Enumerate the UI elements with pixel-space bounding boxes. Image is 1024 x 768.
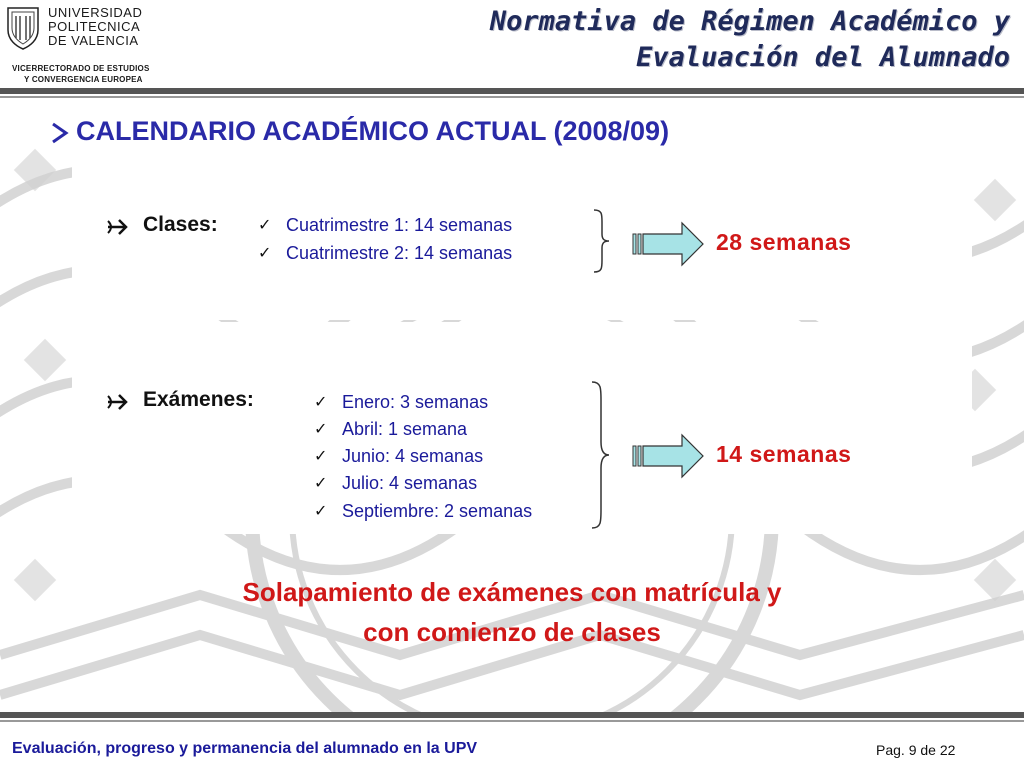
header-title-line-2: Evaluación del Alumnado — [636, 42, 1010, 73]
examenes-item: Julio: 4 semanas — [342, 473, 478, 493]
clases-item: Cuatrimestre 1: 14 semanas — [286, 215, 513, 235]
arrow-bullet-icon — [50, 121, 70, 145]
conclusion-line-2: con comienzo de clases — [363, 617, 661, 647]
right-brace-icon — [592, 208, 612, 274]
logo-line-1: UNIVERSIDAD — [48, 5, 143, 20]
arrow-right-icon — [106, 217, 130, 237]
clases-item: Cuatrimestre 2: 14 semanas — [286, 243, 513, 263]
logo-sub-line-2: Y CONVERGENCIA EUROPEA — [24, 75, 143, 84]
footer-divider-thin — [0, 720, 1024, 722]
logo-line-2: POLITECNICA — [48, 19, 141, 34]
header-divider-thin — [0, 96, 1024, 98]
clases-label: Clases: — [143, 213, 218, 236]
conclusion-text — [0, 572, 1024, 652]
arrow-right-icon — [106, 392, 130, 412]
checkmark-icon: ✓ — [258, 217, 272, 234]
checkmark-icon: ✓ — [258, 245, 272, 262]
block-arrow-icon — [632, 432, 706, 480]
examenes-item: Junio: 4 semanas — [342, 446, 484, 466]
examenes-result: 14 semanas — [716, 441, 852, 467]
examenes-item: Abril: 1 semana — [342, 419, 468, 439]
examenes-item: Septiembre: 2 semanas — [342, 501, 533, 521]
logo-line-3: DE VALENCIA — [48, 33, 139, 48]
examenes-item: Enero: 3 semanas — [342, 392, 489, 412]
checkmark-icon: ✓ — [314, 394, 328, 411]
university-logo — [6, 4, 156, 90]
section-heading: CALENDARIO ACADÉMICO ACTUAL (2008/09) — [76, 116, 670, 146]
examenes-label: Exámenes: — [143, 388, 254, 411]
header-title-line-1: Normativa de Régimen Académico y — [489, 6, 1010, 37]
checkmark-icon: ✓ — [314, 475, 328, 492]
footer-divider — [0, 712, 1024, 718]
right-brace-icon — [590, 380, 612, 530]
logo-sub-line-1: VICERRECTORADO DE ESTUDIOS — [12, 64, 150, 73]
block-arrow-icon — [632, 220, 706, 268]
conclusion-line-1: Solapamiento de exámenes con matrícula y — [242, 577, 782, 607]
checkmark-icon: ✓ — [314, 421, 328, 438]
shield-icon — [6, 6, 40, 50]
clases-result: 28 semanas — [716, 229, 852, 255]
footer-caption: Evaluación, progreso y permanencia del alumnado en la UPV — [12, 740, 478, 757]
checkmark-icon: ✓ — [314, 448, 328, 465]
header-title — [490, 4, 1010, 76]
header-divider — [0, 88, 1024, 94]
page-number: Pag. 9 de 22 — [876, 742, 956, 758]
checkmark-icon: ✓ — [314, 503, 328, 520]
